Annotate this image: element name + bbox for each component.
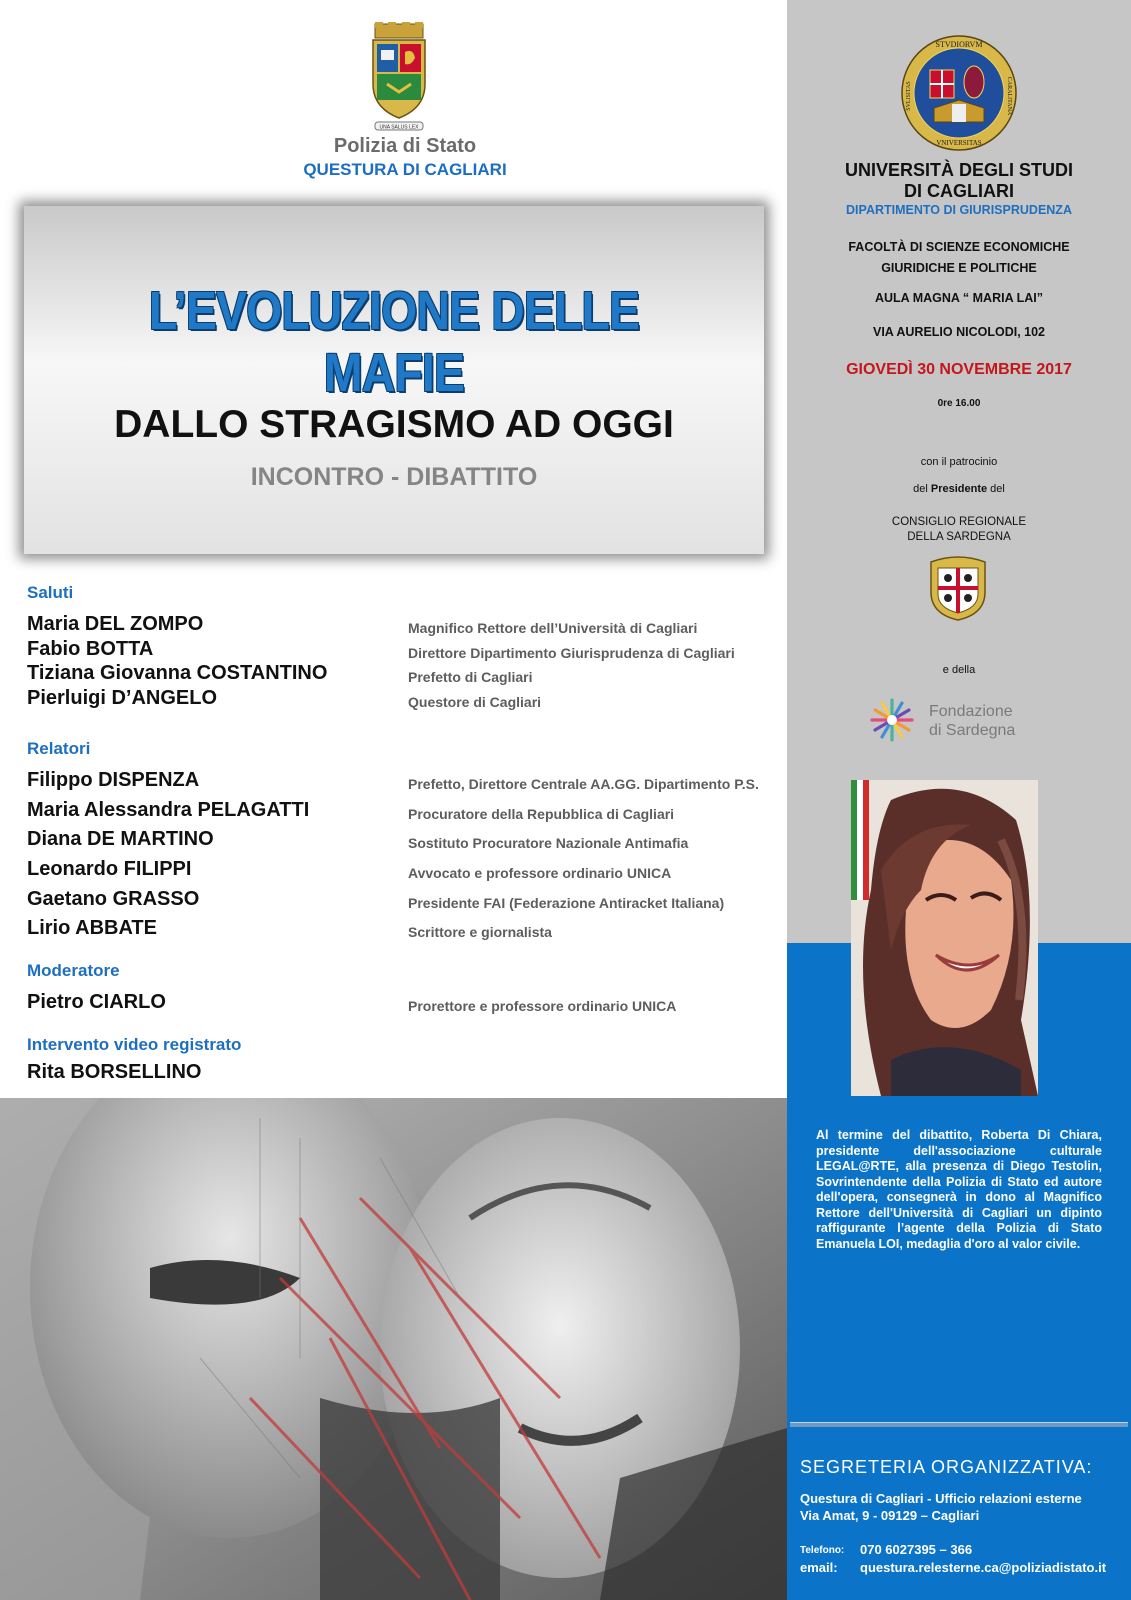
regional-council bbox=[787, 515, 1131, 545]
speaker-name: Pierluigi D’ANGELO bbox=[27, 687, 218, 709]
venue-address: VIA AURELIO NICOLODI, 102 bbox=[872, 325, 1045, 339]
secretariat-address: Via Amat, 9 - 09129 – Cagliari bbox=[800, 1508, 980, 1523]
speaker-name: Maria DEL ZOMPO bbox=[27, 613, 204, 635]
fondazione-name bbox=[929, 702, 1015, 740]
speaker-role: Direttore Dipartimento Giurisprudenza di Cagliari bbox=[408, 645, 735, 661]
seal-text-bottom: VNIVERSITAS bbox=[936, 139, 982, 147]
police-crest-icon bbox=[369, 22, 429, 140]
speaker-role: Prorettore e professore ordinario UNICA bbox=[408, 998, 677, 1014]
faculty-line2: GIURIDICHE E POLITICHE bbox=[881, 261, 1037, 275]
university-department: DIPARTIMENTO DI GIURISPRUDENZA bbox=[846, 203, 1072, 217]
seal-text-top: STVDIORVM bbox=[935, 40, 983, 49]
secretariat-office: Questura di Cagliari - Ufficio relazioni esterne bbox=[800, 1491, 1082, 1506]
speaker-name: Tiziana Giovanna COSTANTINO bbox=[27, 662, 328, 684]
patronage-line: con il patrocinio bbox=[920, 456, 998, 468]
and-label: e della bbox=[942, 664, 976, 676]
speaker-name: Leonardo FILIPPI bbox=[27, 858, 192, 880]
police-title: Polizia di Stato bbox=[333, 135, 477, 157]
police-subtitle: QUESTURA DI CAGLIARI bbox=[303, 160, 507, 179]
event-time: 0re 16.00 bbox=[937, 398, 981, 409]
event-date: GIOVEDÌ 30 NOVEMBRE 2017 bbox=[846, 361, 1072, 378]
speaker-role: Prefetto, Direttore Centrale AA.GG. Dipartimento P.S. bbox=[408, 776, 759, 792]
university-name-line2: DI CAGLIARI bbox=[904, 181, 1014, 201]
event-subtitle: DALLO STRAGISMO AD OGGI bbox=[114, 403, 674, 446]
email-label: email: bbox=[800, 1560, 838, 1575]
patronage-line2 bbox=[787, 483, 1131, 495]
section-heading-saluti: Saluti bbox=[27, 583, 74, 602]
speaker-name: Maria Alessandra PELAGATTI bbox=[27, 799, 310, 821]
divider bbox=[790, 1422, 1128, 1427]
speaker-name: Pietro CIARLO bbox=[27, 991, 166, 1013]
police-motto: UNA SALUS LEX bbox=[379, 124, 419, 131]
speaker-role: Prefetto di Cagliari bbox=[408, 669, 533, 685]
speaker-role: Avvocato e professore ordinario UNICA bbox=[408, 865, 672, 881]
patronage-pre: del bbox=[913, 483, 931, 495]
secretariat-title: SEGRETERIA ORGANIZZATIVA: bbox=[800, 1457, 1093, 1477]
council-line1: CONSIGLIO REGIONALE bbox=[891, 516, 1027, 528]
phone-label: Telefono: bbox=[800, 1545, 845, 1556]
speaker-role: Procuratore della Repubblica di Cagliari bbox=[408, 806, 675, 822]
email-address[interactable]: questura.relesterne.ca@poliziadistato.it bbox=[860, 1560, 1107, 1575]
section-heading-video: Intervento video registrato bbox=[27, 1035, 242, 1054]
photo-collage bbox=[0, 1098, 787, 1600]
university-name bbox=[787, 160, 1131, 202]
patronage-president: Presidente bbox=[930, 483, 988, 495]
speaker-role: Magnifico Rettore dell’Università di Cagliari bbox=[408, 620, 698, 636]
speaker-name: Rita BORSELLINO bbox=[27, 1061, 202, 1083]
seal-text-right: CARALITANA bbox=[1006, 76, 1012, 116]
faculty bbox=[787, 237, 1131, 279]
faculty-line1: FACOLTÀ DI SCIENZE ECONOMICHE bbox=[848, 240, 1070, 254]
section-heading-moderatore: Moderatore bbox=[27, 961, 120, 980]
section-heading-relatori: Relatori bbox=[27, 739, 91, 758]
university-seal-icon bbox=[900, 34, 1018, 152]
phone-number: 070 6027395 – 366 bbox=[860, 1542, 973, 1557]
event-type: INCONTRO - DIBATTITO bbox=[250, 463, 538, 491]
fondazione-line2: di Sardegna bbox=[929, 722, 1016, 739]
university-name-line1: UNIVERSITÀ DEGLI STUDI bbox=[844, 160, 1073, 180]
event-title: L’EVOLUZIONE DELLE MAFIE bbox=[148, 281, 640, 403]
speaker-name: Diana DE MARTINO bbox=[27, 828, 214, 850]
seal-text-left: SVLISITAS bbox=[906, 81, 912, 111]
speaker-name: Fabio BOTTA bbox=[27, 638, 154, 660]
council-line2: DELLA SARDEGNA bbox=[907, 531, 1011, 543]
speaker-role: Presidente FAI (Federazione Antiracket Italiana) bbox=[408, 895, 725, 911]
speaker-name: Lirio ABBATE bbox=[27, 917, 157, 939]
speaker-name: Filippo DISPENZA bbox=[27, 769, 200, 791]
ceremony-note: Al termine del dibattito, Roberta Di Chiara, presidente dell'associazione culturale LEGAL@RTE, alla presenza di Diego Testolin, Sovrintendente della Polizia di Stato ed autore dell'opera, consegnerà in dono al Magnifico Rettore dell'Università di Cagliari un dipinto raffigurante l’agente della Polizia di Stato Emanuela LOI, medaglia d'oro al valor civile. bbox=[816, 1128, 1102, 1251]
venue-hall: AULA MAGNA “ MARIA LAI” bbox=[874, 291, 1044, 305]
patronage-post: del bbox=[987, 483, 1005, 495]
portrait-painting bbox=[851, 780, 1038, 1096]
speaker-name: Gaetano GRASSO bbox=[27, 888, 200, 910]
fondazione-line1: Fondazione bbox=[929, 703, 1013, 720]
speaker-role: Sostituto Procuratore Nazionale Antimafia bbox=[408, 835, 689, 851]
speaker-role: Scrittore e giornalista bbox=[408, 924, 552, 940]
sardinia-crest-icon bbox=[925, 552, 991, 622]
speaker-role: Questore di Cagliari bbox=[408, 694, 542, 710]
fondazione-logo-icon bbox=[866, 694, 918, 746]
